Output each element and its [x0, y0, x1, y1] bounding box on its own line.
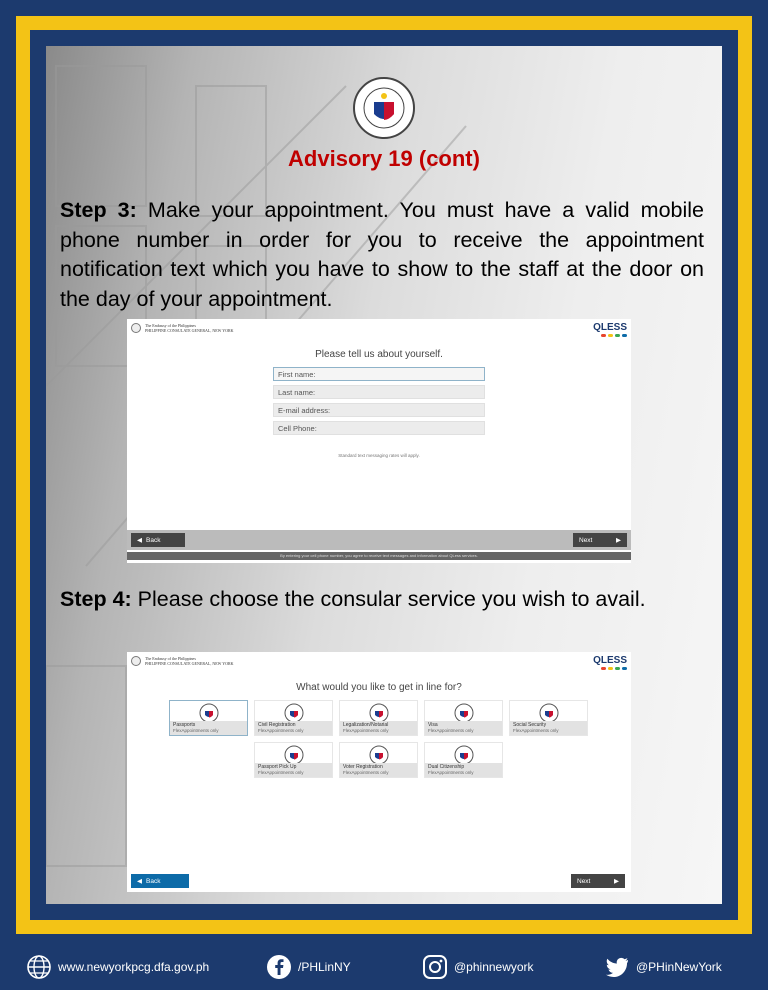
twitter-icon — [604, 954, 630, 980]
service-subtitle: FlexAppointments only — [173, 728, 219, 733]
service-tile[interactable] — [509, 700, 588, 736]
step4-label: Step 4: — [60, 587, 132, 611]
consulate-seal-logo — [352, 74, 416, 142]
back-label: Back — [146, 877, 161, 885]
service-subtitle: FlexAppointments only — [258, 770, 304, 775]
service-tile[interactable] — [339, 700, 418, 736]
org-line2: PHILIPPINE CONSULATE GENERAL, NEW YORK — [145, 328, 234, 333]
next-label: Next — [579, 536, 593, 544]
seal-icon — [538, 703, 560, 723]
service-subtitle: FlexAppointments only — [258, 728, 304, 733]
next-button[interactable] — [571, 874, 625, 888]
instagram-link[interactable] — [422, 944, 534, 990]
seal-icon — [453, 745, 475, 765]
email-field[interactable]: E-mail address: — [273, 403, 485, 417]
content-panel — [46, 46, 722, 904]
service-name: Visa — [428, 722, 438, 728]
next-label: Next — [577, 877, 591, 885]
qless-logo — [593, 322, 627, 337]
service-name: Civil Registration — [258, 722, 296, 728]
step3-text: Make your appointment. You must have a valid mobile phone number in order for you to receive the appointment notification text which you have to show to the staff at the door on the day of your appointment. — [60, 198, 704, 311]
screenshot-service-selection — [127, 652, 631, 892]
mini-consulate-logo — [131, 323, 234, 333]
seal-icon — [198, 703, 220, 723]
arrow-right-icon: ▶ — [614, 878, 619, 885]
service-subtitle: FlexAppointments only — [428, 770, 474, 775]
last-name-field[interactable]: Last name: — [273, 385, 485, 399]
qless-wordmark: QLESS — [593, 322, 627, 333]
service-subtitle: FlexAppointments only — [343, 728, 389, 733]
service-subtitle: FlexAppointments only — [343, 770, 389, 775]
seal-icon — [283, 745, 305, 765]
globe-icon — [26, 954, 52, 980]
advisory-title: Advisory 19 (cont) — [288, 146, 480, 171]
service-tile[interactable] — [424, 700, 503, 736]
arrow-left-icon: ◀ — [137, 878, 142, 885]
website-text: www.newyorkpcg.dfa.gov.ph — [58, 960, 210, 974]
org-line1: The Embassy of the Philippines — [145, 323, 196, 328]
arrow-right-icon: ▶ — [616, 537, 621, 544]
org-line2: PHILIPPINE CONSULATE GENERAL, NEW YORK — [145, 661, 234, 666]
social-footer — [0, 944, 768, 990]
service-name: Passports — [173, 722, 196, 728]
cell-phone-field[interactable]: Cell Phone: — [273, 421, 485, 435]
service-name: Social Security — [513, 722, 547, 728]
first-name-field[interactable]: First name: — [273, 367, 485, 381]
service-tile[interactable] — [424, 742, 503, 778]
mini-seal-icon — [131, 323, 141, 333]
org-line1: The Embassy of the Philippines — [145, 656, 196, 661]
back-button[interactable] — [131, 533, 185, 547]
step3-label: Step 3: — [60, 198, 137, 222]
instagram-text: @phinnewyork — [454, 960, 534, 974]
qless-logo — [593, 655, 627, 670]
facebook-icon — [266, 954, 292, 980]
nav-bar — [127, 530, 631, 550]
service-subtitle: FlexAppointments only — [428, 728, 474, 733]
service-subtitle: FlexAppointments only — [513, 728, 559, 733]
facebook-link[interactable] — [266, 944, 351, 990]
service-name: Passport Pick Up — [258, 764, 297, 770]
seal-icon — [453, 703, 475, 723]
instagram-icon — [422, 954, 448, 980]
seal-icon — [283, 703, 305, 723]
service-name: Legalization/Notarial — [343, 722, 389, 728]
step4-paragraph — [60, 585, 704, 615]
service-tile[interactable] — [254, 742, 333, 778]
mini-seal-icon — [131, 656, 141, 666]
service-name: Voter Registration — [343, 764, 383, 770]
step4-text: Please choose the consular service you wish to avail. — [131, 587, 646, 611]
service-tile[interactable] — [339, 742, 418, 778]
back-label: Back — [146, 536, 161, 544]
service-tile[interactable] — [254, 700, 333, 736]
back-button[interactable] — [131, 874, 189, 888]
seal-icon — [368, 703, 390, 723]
sms-disclaimer: Standard text messaging rates will apply. — [338, 453, 420, 458]
step3-paragraph — [60, 196, 704, 314]
screenshot-personal-info-form — [127, 319, 631, 563]
form-title: Please tell us about yourself. — [315, 349, 443, 360]
qless-wordmark: QLESS — [593, 655, 627, 666]
consent-note: By entering your cell phone number, you agree to receive text messages and information about QLess services. — [127, 552, 631, 560]
facebook-text: /PHLinNY — [298, 960, 351, 974]
next-button[interactable] — [573, 533, 627, 547]
mini-consulate-logo — [131, 656, 234, 666]
seal-icon — [368, 745, 390, 765]
service-name: Dual Citizenship — [428, 764, 465, 770]
twitter-link[interactable] — [604, 944, 722, 990]
service-question-title: What would you like to get in line for? — [296, 682, 462, 693]
arrow-left-icon: ◀ — [137, 537, 142, 544]
twitter-text: @PHinNewYork — [636, 960, 722, 974]
website-link[interactable] — [26, 944, 209, 990]
service-tile[interactable] — [169, 700, 248, 736]
